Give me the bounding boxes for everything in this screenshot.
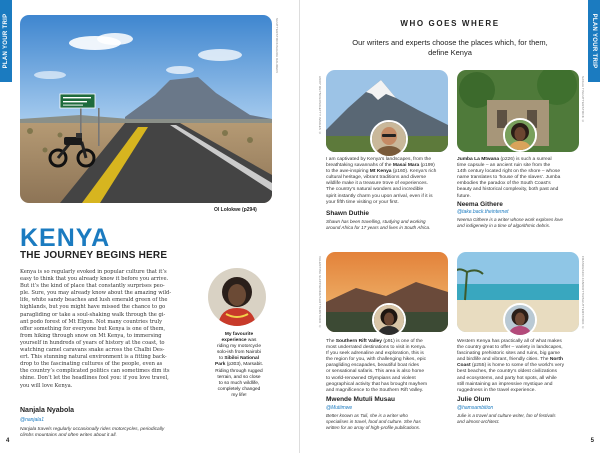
plan-your-trip-tab-left [0, 0, 12, 82]
portrait-illustration [208, 268, 266, 326]
intro-line: yourself in hundreds of years of history at the coast, to [20, 339, 165, 346]
intro-line: offer something for everyone but Kenya is one of them, [20, 325, 166, 332]
author-portrait-mwende [372, 303, 406, 337]
hero-caption: Ol Lolokwe (p294) [214, 207, 257, 213]
portrait-illustration [505, 305, 535, 335]
fav-line: experience was [221, 338, 257, 344]
body-run: beauty and historical complexity, both past and [457, 187, 559, 193]
body-run: ruggedness in the travel experience. [457, 387, 536, 393]
role-line: Shawn has been travelling, studying and working [326, 219, 426, 224]
photo-credit-mara: ANDY REYNOLDS/GETTY IMAGES © [318, 76, 322, 136]
intro-line: ant podo forest of Mt Elgon. Not many countries truly [20, 318, 163, 325]
body-run: time capsule – an ancient ruin site from the [457, 163, 551, 169]
portrait-illustration [372, 122, 406, 156]
hero-photo-ol-lolokwe [20, 15, 272, 203]
body-run: spirit instantly charm you upon arrival, even if it is [326, 193, 433, 199]
intro-line: the country’s complicated politics can sometimes dim its [20, 368, 170, 375]
author-bio [20, 427, 280, 439]
role-line: written for an array of high-profile publications. [326, 424, 421, 430]
subheading-line: Our writers and experts choose the places which, for them, [352, 38, 548, 47]
place-name: Coast [457, 363, 471, 369]
author-portrait-shawn [370, 120, 408, 158]
intro-line: ert. This stunning natural environment is a fitting back- [20, 354, 167, 361]
page-subtitle: THE JOURNEY BEGINS HERE [20, 250, 168, 261]
writer-role-julie [457, 413, 585, 425]
body-run: the country great to offer – variety in landscapes, [457, 345, 563, 351]
fav-line: completely changed [217, 386, 261, 392]
intro-line: you will love Kenya. [20, 382, 73, 389]
photo-credit-rift: VALENTINA SHIPPIENKO/SHUTTERSTOCK © [318, 256, 322, 329]
body-run: and ecosystems, and party hot spots, all while [457, 375, 557, 381]
fav-line: to so much wildlife, [218, 380, 260, 386]
fav-line: Park (p303), Marsabit. [215, 362, 263, 368]
body-run: (p255) is home to some of the world’s very [470, 363, 565, 369]
role-line: Julie is a travel and culture writer, fan of festivals [457, 413, 556, 418]
bio-line: Nanjala travels regularly occasionally rides motorcycles, periodically [20, 427, 165, 432]
role-line: Neema Githere is a writer whose work explores love [457, 217, 563, 222]
photo-credit-coast: FRANCESCO ZANINOTTO/SHUTTERSTOCK © [581, 256, 585, 330]
body-line [326, 388, 454, 394]
writer-name-mwende: Mwende Mutuli Musau [326, 396, 395, 403]
body-run: (p226) is such a surreal [499, 157, 552, 162]
body-run: name translates to ‘house of the slaves’. Jumba [457, 175, 561, 181]
fav-line: My favourite [224, 332, 254, 337]
place-name: Masai Mara [392, 163, 420, 169]
intro-line: shine. Don’t let the headlines fool you: if you love travel, [20, 375, 169, 382]
body-run: to world-renowned Olympians and violent [326, 375, 416, 381]
section-heading: WHO GOES WHERE [400, 19, 500, 28]
intro-paragraph [20, 269, 198, 390]
writer-handle-mwende[interactable]: @Mutiimwe [326, 405, 353, 411]
intro-line: ple. Sure, you may already know about the amazing wild- [20, 290, 172, 297]
body-run: The [326, 339, 336, 344]
intro-line: drop to the fascinating cultures of the people, even as [20, 361, 163, 368]
intro-line: But it’s the kind of place that constantly surprises peo- [20, 283, 165, 290]
intro-line: easy to think that you already know it before you arrive. [20, 276, 169, 283]
body-run: embodies the paradox of the South Coast’s [457, 181, 551, 187]
place-name: Southern Rift Valley [335, 339, 382, 344]
body-run: If you seek adrenaline and exploration, this is [326, 351, 424, 357]
writer-text-mwende [326, 339, 454, 394]
role-line: Better known as Tuli, she is a writer who [326, 413, 408, 418]
writer-role-shawn [326, 219, 454, 231]
right-page [300, 0, 600, 453]
writer-name-shawn: Shawn Duthie [326, 210, 369, 217]
fav-line: terrain, and so close [217, 374, 261, 380]
place-name: Jumba La Mtwana [457, 157, 500, 162]
author-portrait-julie [503, 303, 537, 337]
fav-line: solo-ish from Nairobi [217, 350, 261, 356]
body-run: I am captivated by Kenya’s landscapes, from the [326, 157, 432, 162]
photo-credit-hero: SHUTTERSTOCK/SAHRA KAHREIN [275, 18, 279, 73]
body-run: The country’s natural wonders and incredible [326, 187, 424, 193]
page-title: KENYA [20, 224, 111, 252]
role-line: around Africa for 17 years and lives in South Africa. [326, 224, 431, 230]
writer-handle-julie[interactable]: @hamsambition [457, 405, 494, 411]
fav-line: to Sibiloi National [219, 356, 259, 362]
body-run: best beaches, the country’s oldest civilizations [457, 369, 557, 375]
body-run: cultural heritage, vibrant traditions and diverse [326, 175, 427, 181]
intro-line: paragliding or take a soul-shaking walk through the gi- [20, 311, 166, 318]
hero-photo-illustration [20, 15, 272, 203]
plan-your-trip-tab-right [588, 0, 600, 82]
body-line [457, 194, 585, 200]
portrait-illustration [374, 305, 404, 335]
body-run: and magnificence to the Southern Rift Valley. [326, 387, 424, 393]
intro-line: watching camel caravans snake across the Chalbi Des- [20, 347, 165, 354]
body-run: and birdlife and vibrant, friendly cities. The [457, 357, 550, 363]
tab-label: PLAN YOUR TRIP [591, 13, 597, 69]
fav-line: my life! [231, 392, 247, 398]
body-run: most underrated destinations to visit in Kenya. [326, 345, 427, 351]
body-run: wildlife make it a treasure trove of experiences. [326, 181, 428, 187]
writer-text-shawn [326, 157, 454, 206]
author-portrait-nanjala [206, 266, 268, 328]
body-run: fascinating prehistoric sites and ruins, big game [457, 351, 561, 357]
role-line: and indigeneity in a time of algorithmic debris. [457, 222, 551, 228]
body-run: paragliding escapades, beautiful boat rides [326, 363, 419, 369]
section-subheading [350, 38, 550, 57]
writer-role-neema [457, 217, 585, 229]
body-run: 14th century located right on the shore – whose [457, 169, 561, 175]
body-run: still maintaining an impressive mystique and [457, 381, 553, 387]
author-name: Nanjala Nyabola [20, 407, 75, 414]
place-name: North [549, 357, 563, 363]
body-run: breathtaking savannahs of the [326, 163, 393, 169]
role-line: specialises in travel, food and culture. She has [326, 418, 421, 424]
place-name: Mt Kenya [369, 169, 392, 175]
body-line [457, 388, 587, 394]
page-number-left: 4 [6, 438, 10, 444]
intro-line: Kenya is so regularly evoked in popular culture that it’s [20, 269, 167, 275]
favourite-place: Sibiloi National [224, 356, 259, 362]
body-run: to the awe-inspiring [326, 169, 370, 175]
intro-line: highlands, but you might have missed the chance to go [20, 304, 166, 311]
body-run: (p199) [419, 163, 435, 169]
favourite-experience [206, 332, 272, 399]
writer-handle-neema[interactable]: @take.back.theinternet [457, 209, 509, 215]
fav-line: riding my motorcycle [217, 344, 261, 350]
portrait-illustration [505, 120, 535, 150]
body-run: future. [457, 193, 471, 199]
bio-line: climbs mountains and often writes about it all. [20, 433, 117, 438]
subheading-line: define Kenya [428, 47, 472, 57]
writer-role-mwende [326, 413, 454, 430]
writer-name-julie: Julie Olum [457, 396, 491, 403]
author-handle[interactable]: @nanjala1 [20, 417, 44, 423]
author-portrait-neema [503, 118, 537, 152]
writer-text-julie [457, 339, 587, 394]
body-run: geographical activity that has brought mayhem [326, 381, 428, 387]
body-run: or sensational safaris. This area is also home [326, 369, 425, 375]
body-run: (p160). Kenya’s rich [391, 169, 437, 175]
fav-line: Riding through rugged [215, 368, 263, 374]
body-line [326, 200, 454, 206]
tab-label: PLAN YOUR TRIP [3, 13, 9, 69]
photo-credit-jumba: SASHA T/SHUTTERSTOCK © [581, 76, 585, 124]
intro-line: from hiking through snow on Mt Kenya, to immersing [20, 332, 162, 339]
writer-text-neema [457, 157, 585, 200]
intro-line: life, white sandy beaches and lush emerald green of the [20, 297, 168, 304]
body-run: (p91) is one of the [382, 339, 423, 344]
body-run: Western Kenya has practically all of what makes [457, 339, 562, 344]
page-number-right: 5 [590, 438, 594, 444]
writer-name-neema: Neema Githere [457, 201, 503, 208]
body-run: your fifth time visiting or your first. [326, 199, 399, 205]
body-run: the region for you, with challenging hikes, epic [326, 357, 427, 363]
role-line: and almost-architect. [457, 418, 500, 424]
